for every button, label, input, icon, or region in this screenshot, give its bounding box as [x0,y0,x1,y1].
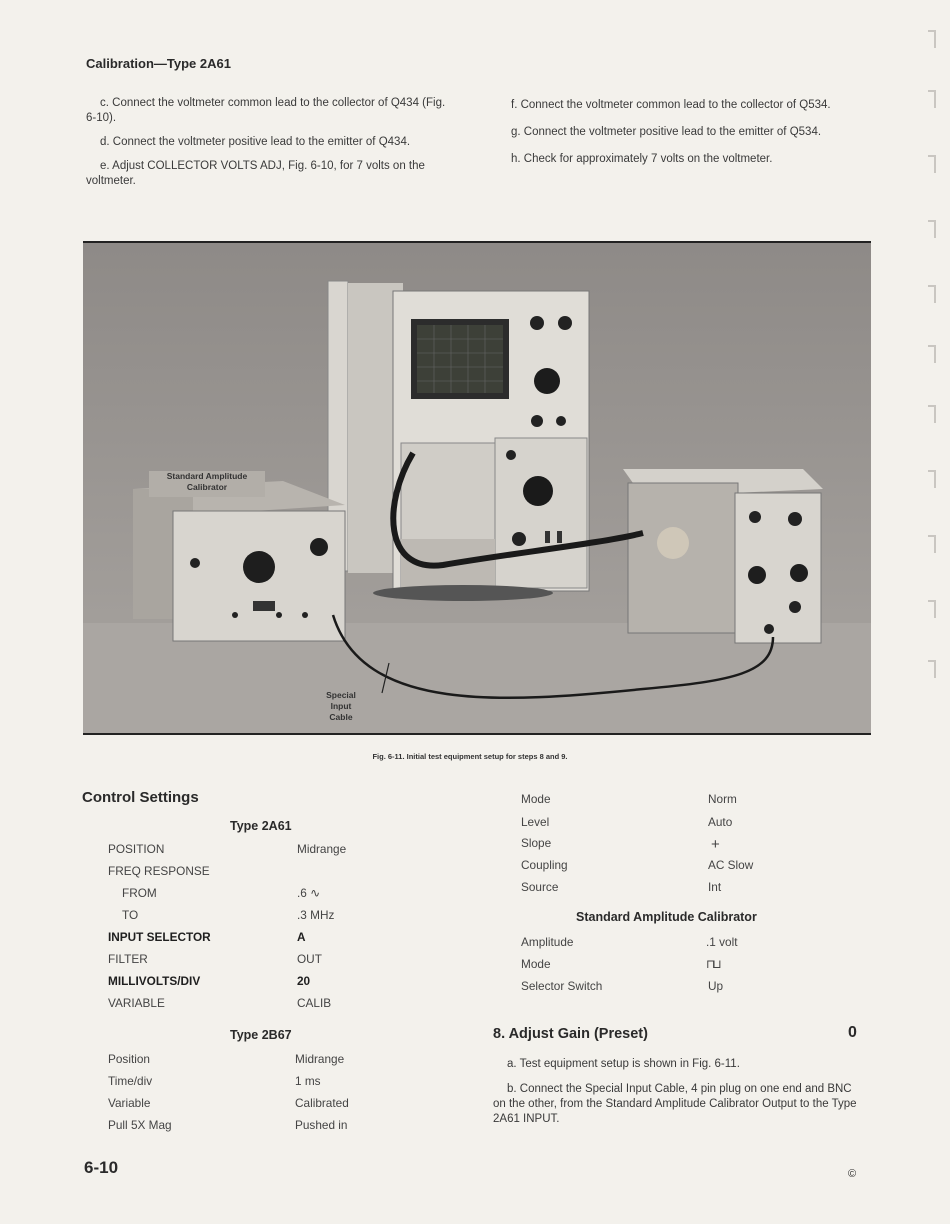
setting-value: Pushed in [295,1118,348,1132]
setting-value: AC Slow [708,858,754,872]
square-wave-icon: ⊓⊔ [706,957,719,971]
setting-label: MILLIVOLTS/DIV [108,974,201,988]
copyright-mark: © [848,1168,857,1180]
setting-label: FILTER [108,952,148,966]
setting-value: .6 ∿ [297,886,321,900]
setting-label: VARIABLE [108,996,165,1010]
setting-label: FREQ RESPONSE [108,864,210,878]
edge-tab [928,345,936,363]
setting-value: .3 MHz [297,908,335,922]
step-c: c. Connect the voltmeter common lead to the collector of Q434 (Fig. 6-10). [86,97,446,124]
step-g: g. Connect the voltmeter positive lead to the emitter of Q534. [511,126,822,138]
page-number: 6-10 [84,1158,119,1177]
calibrator-unit [133,481,345,641]
setting-value: Norm [708,792,737,806]
setting-label: Position [108,1052,150,1066]
setting-value: Midrange [297,842,347,856]
oscilloscope [328,281,589,601]
setting-value: Midrange [295,1052,345,1066]
step-d: d. Connect the voltmeter positive lead to the emitter of Q434. [100,136,411,148]
setting-label: Time/div [108,1074,153,1088]
step8-body [493,1057,865,1137]
setting-label: Level [521,815,550,829]
step-e: e. Adjust COLLECTOR VOLTS ADJ, Fig. 6-10, for 7 volts on the voltmeter. [86,160,425,187]
setting-value: Auto [708,815,733,829]
control-settings-title: Control Settings [82,789,199,806]
setting-value: Calibrated [295,1096,349,1110]
right-steps [497,98,871,179]
setting-value: CALIB [297,996,332,1010]
step-h: h. Check for approximately 7 volts on the voltmeter. [511,153,773,165]
setting-label: POSITION [108,842,165,856]
std-amp-cal-heading: Standard Amplitude Calibrator [576,910,757,924]
step8-b: b. Connect the Special Input Cable, 4 pin plug on one end and BNC on the other, from the Standard Amplitude Calibrator Output to the Type 2A61 INPUT. [493,1083,857,1125]
edge-tab [928,220,936,238]
setting-label: Slope [521,836,552,850]
edge-tab [928,535,936,553]
edge-tab [928,405,936,423]
setting-label: Amplitude [521,935,574,949]
setting-value: 20 [297,974,311,988]
figure-caption: Fig. 6-11. Initial test equipment setup for steps 8 and 9. [372,752,568,761]
setting-label: Source [521,880,559,894]
step8-a: a. Test equipment setup is shown in Fig. 6-11. [507,1058,740,1070]
label-cable-line3: Cable [329,712,353,722]
equipment-photo [83,241,871,735]
edge-tab [928,660,936,678]
type-2b67-heading: Type 2B67 [230,1028,292,1042]
setting-value: 1 ms [295,1074,321,1088]
setting-label: Mode [521,792,551,806]
label-calibrator-line2: Calibrator [186,482,228,492]
setting-value: OUT [297,952,322,966]
step8-title: 8. Adjust Gain (Preset) [493,1026,648,1042]
plugin-unit [623,469,823,643]
label-cable-line2: Input [330,701,352,711]
edge-tab [928,30,936,48]
setting-value: Up [708,979,724,993]
edge-tab [928,90,936,108]
setting-label: INPUT SELECTOR [108,930,211,944]
setting-label: Variable [108,1096,151,1110]
setting-value: + [711,836,720,853]
edge-tab [928,600,936,618]
setting-value: A [297,930,306,944]
setting-value: Int [708,880,722,894]
page-header: Calibration—Type 2A61 [86,56,231,71]
left-steps [86,96,458,198]
edge-tab [928,285,936,303]
setting-label: FROM [122,886,157,900]
edge-tab [928,155,936,173]
setting-label: Mode [521,957,551,971]
setting-label: Coupling [521,858,568,872]
setting-label: TO [122,908,139,922]
label-cable-line1: Special [326,690,356,700]
label-calibrator-line1: Standard Amplitude [166,471,248,481]
label-calibrator [149,471,265,493]
setting-label: Selector Switch [521,979,603,993]
setting-label: Pull 5X Mag [108,1118,172,1132]
step8-marker: 0 [848,1024,857,1041]
step-f: f. Connect the voltmeter common lead to the collector of Q534. [511,99,831,111]
edge-tab [928,470,936,488]
label-cable [311,690,371,723]
type-2a61-heading: Type 2A61 [230,819,292,833]
setting-value: .1 volt [706,935,738,949]
